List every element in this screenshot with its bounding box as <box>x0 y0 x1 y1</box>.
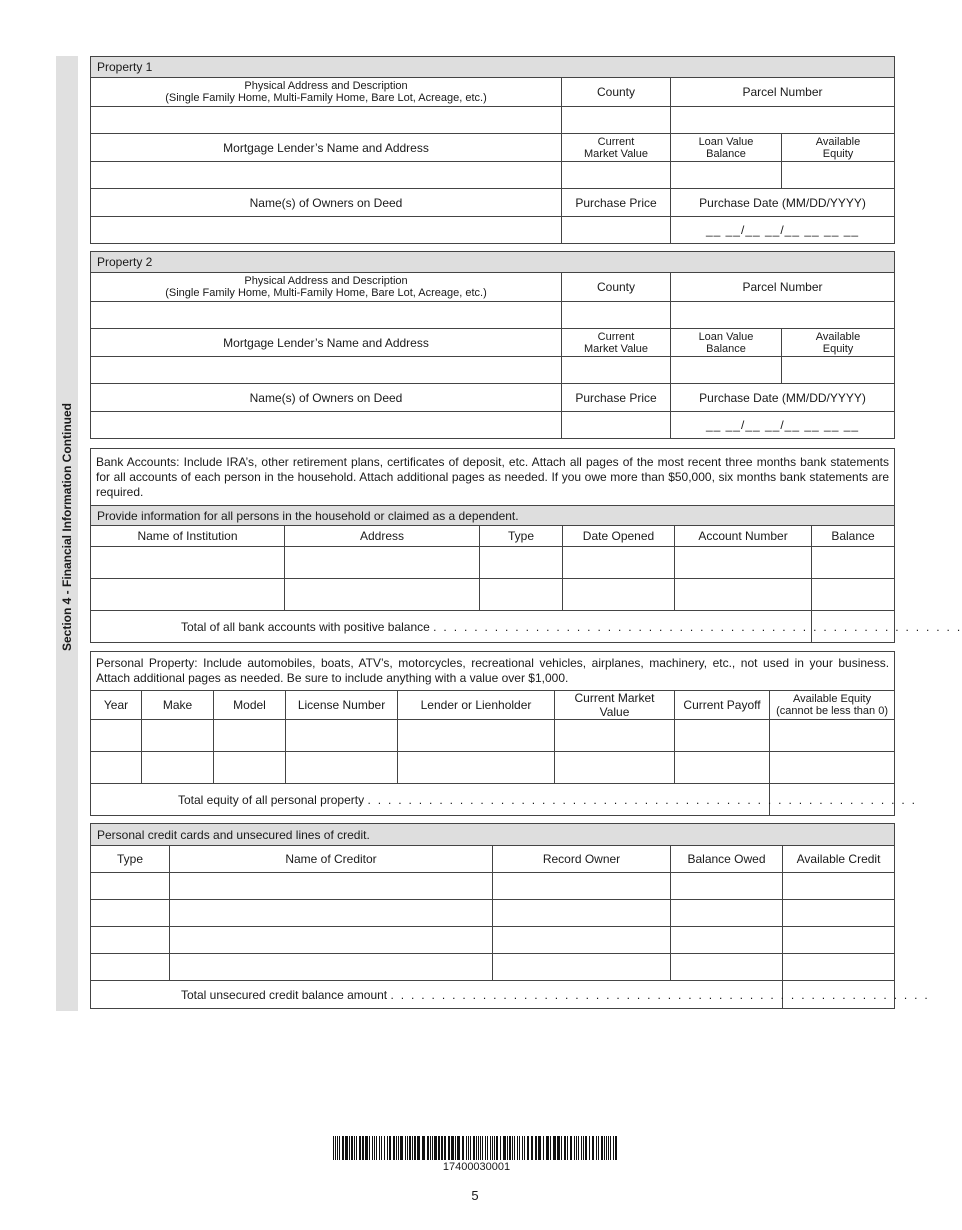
credit-type-field[interactable] <box>91 954 170 981</box>
bank-institution-field[interactable] <box>91 547 285 579</box>
property-1-lender-header: Mortgage Lender’s Name and Address <box>91 134 562 162</box>
barcode-bar <box>354 1136 355 1160</box>
bank-accounts-subheader: Provide information for all persons in the household or claimed as a dependent. <box>91 506 895 526</box>
barcode-bar <box>389 1136 391 1160</box>
barcode-bar <box>356 1136 357 1160</box>
barcode-bar <box>615 1136 617 1160</box>
pp-row <box>91 752 895 784</box>
property-1-parcel-header: Parcel Number <box>671 78 895 107</box>
page-number: 5 <box>471 1188 479 1203</box>
credit-creditor-field[interactable] <box>170 873 493 900</box>
barcode-bar <box>434 1136 437 1160</box>
barcode-bar <box>507 1136 508 1160</box>
barcode-bar <box>362 1136 364 1160</box>
property-2-equity-header: Available Equity <box>782 329 895 357</box>
pp-col-year: Year <box>91 691 142 720</box>
barcode-bar <box>610 1136 611 1160</box>
barcode-bar <box>512 1136 513 1160</box>
bank-total-label: Total of all bank accounts with positive balance . . . . . . . . . . . . . . . . . . . . . . . . . . . . . . . . . . . . . . . . . . . . . . . . . . . . <box>91 611 812 643</box>
barcode-bar <box>466 1136 467 1160</box>
barcode-bar <box>538 1136 541 1160</box>
section-label: Section 4 - Financial Information Continued <box>60 402 74 652</box>
barcode-bar <box>613 1136 614 1160</box>
bank-date-field[interactable] <box>563 579 675 611</box>
pp-license-field[interactable] <box>286 752 398 784</box>
bank-col-date-opened: Date Opened <box>563 526 675 547</box>
credit-owner-field[interactable] <box>493 873 671 900</box>
bank-address-field[interactable] <box>285 579 480 611</box>
barcode-bar <box>342 1136 344 1160</box>
property-1-lender-field[interactable] <box>91 162 562 189</box>
property-2-table <box>90 251 895 439</box>
barcode-bar <box>564 1136 566 1160</box>
barcode-bar <box>422 1136 425 1160</box>
barcode-bar <box>405 1136 406 1160</box>
bank-balance-field[interactable] <box>812 579 895 611</box>
pp-model-field[interactable] <box>214 720 286 752</box>
barcode-bar <box>583 1136 584 1160</box>
property-1-owners-field[interactable] <box>91 217 562 244</box>
property-2-title: Property 2 <box>91 252 895 273</box>
bank-col-balance: Balance <box>812 526 895 547</box>
property-2-purchase-price-field[interactable] <box>562 412 671 439</box>
property-1-county-field[interactable] <box>562 107 671 134</box>
barcode-bar <box>606 1136 607 1160</box>
pp-col-license: License Number <box>286 691 398 720</box>
property-2-owners-header: Name(s) of Owners on Deed <box>91 384 562 412</box>
pp-license-field[interactable] <box>286 720 398 752</box>
credit-available-field[interactable] <box>783 873 895 900</box>
barcode-bar <box>427 1136 429 1160</box>
property-2-county-header: County <box>562 273 671 302</box>
barcode-bar <box>345 1136 348 1160</box>
pp-col-payoff: Current Payoff <box>675 691 770 720</box>
barcode-bar <box>349 1136 350 1160</box>
credit-col-type: Type <box>91 846 170 873</box>
barcode-bar <box>522 1136 523 1160</box>
property-2-purchase-date-field[interactable]: __ __/__ __/__ __ __ __ <box>671 412 895 439</box>
property-1-purchase-date-header: Purchase Date (MM/DD/YYYY) <box>671 189 895 217</box>
pp-col-equity: Available Equity (cannot be less than 0) <box>770 691 895 720</box>
bank-accounts-table <box>90 448 962 643</box>
barcode-bar <box>567 1136 568 1160</box>
property-1-title: Property 1 <box>91 57 895 78</box>
barcode-bar <box>509 1136 511 1160</box>
credit-row <box>91 900 895 927</box>
property-1-county-header: County <box>562 78 671 107</box>
property-1-address-header: Physical Address and Description (Single Family Home, Multi-Family Home, Bare Lot, Acreage, etc.) <box>91 78 562 107</box>
barcode-bar <box>412 1136 413 1160</box>
bank-institution-field[interactable] <box>91 579 285 611</box>
barcode-bar <box>524 1136 525 1160</box>
credit-type-field[interactable] <box>91 873 170 900</box>
property-1-table <box>90 56 895 244</box>
property-2-equity-field[interactable] <box>782 357 895 384</box>
barcode-bar <box>414 1136 416 1160</box>
property-1-market-value-field[interactable] <box>562 162 671 189</box>
barcode-bar <box>592 1136 594 1160</box>
credit-balance-field[interactable] <box>671 927 783 954</box>
barcode-bar <box>473 1136 475 1160</box>
bank-accounts-description: Bank Accounts: Include IRA’s, other retirement plans, certificates of deposit, etc. Attach all pages of the most recent three months bank statements for all accounts of each person in the household. Attach additional pages as needed. If you owe more than $50,000, six months bank statements are required. <box>91 449 895 506</box>
barcode-bar <box>550 1136 551 1160</box>
property-2-market-value-header: Current Market Value <box>562 329 671 357</box>
property-1-purchase-date-field[interactable]: __ __/__ __/__ __ __ __ <box>671 217 895 244</box>
barcode-bar <box>372 1136 373 1160</box>
property-2-lender-header: Mortgage Lender’s Name and Address <box>91 329 562 357</box>
bank-type-field[interactable] <box>480 579 563 611</box>
credit-col-creditor: Name of Creditor <box>170 846 493 873</box>
barcode-bar <box>543 1136 544 1160</box>
pp-lender-field[interactable] <box>398 720 555 752</box>
barcode-bar <box>451 1136 454 1160</box>
personal-property-description: Personal Property: Include automobiles, boats, ATV’s, motorcycles, recreational vehicles, airplanes, machinery, etc., not used in your business. Attach additional pages as needed. Be sure to include anything with a value over $1,000. <box>91 652 895 691</box>
barcode-bar <box>574 1136 575 1160</box>
barcode-bar <box>470 1136 471 1160</box>
pp-payoff-field[interactable] <box>675 752 770 784</box>
credit-row <box>91 954 895 981</box>
credit-type-field[interactable] <box>91 927 170 954</box>
credit-col-balance: Balance Owed <box>671 846 783 873</box>
credit-balance-field[interactable] <box>671 873 783 900</box>
barcode-bar <box>444 1136 446 1160</box>
barcode-number: 17400030001 <box>442 1161 511 1173</box>
credit-row <box>91 873 895 900</box>
barcode-bar <box>480 1136 481 1160</box>
barcode-bar <box>604 1136 605 1160</box>
bank-date-field[interactable] <box>563 547 675 579</box>
barcode-bar <box>503 1136 506 1160</box>
barcode-bar <box>576 1136 577 1160</box>
pp-col-model: Model <box>214 691 286 720</box>
barcode-bar <box>398 1136 399 1160</box>
barcode-bar <box>487 1136 488 1160</box>
barcode <box>333 1136 620 1160</box>
barcode-bar <box>409 1136 411 1160</box>
barcode-bar <box>438 1136 440 1160</box>
property-2-purchase-date-header: Purchase Date (MM/DD/YYYY) <box>671 384 895 412</box>
barcode-bar <box>517 1136 518 1160</box>
property-1-loan-balance-field[interactable] <box>671 162 782 189</box>
credit-col-available: Available Credit <box>783 846 895 873</box>
pp-equity-field[interactable] <box>770 752 895 784</box>
bank-balance-field[interactable] <box>812 547 895 579</box>
pp-year-field[interactable] <box>91 720 142 752</box>
barcode-bar <box>462 1136 464 1160</box>
property-1-owners-header: Name(s) of Owners on Deed <box>91 189 562 217</box>
barcode-bar <box>455 1136 456 1160</box>
barcode-bar <box>448 1136 450 1160</box>
barcode-bar <box>531 1136 533 1160</box>
barcode-bar <box>379 1136 380 1160</box>
property-1-purchase-price-field[interactable] <box>562 217 671 244</box>
pp-col-lender: Lender or Lienholder <box>398 691 555 720</box>
barcode-bar <box>417 1136 420 1160</box>
credit-balance-field[interactable] <box>671 900 783 927</box>
pp-payoff-field[interactable] <box>675 720 770 752</box>
barcode-bar <box>468 1136 469 1160</box>
barcode-bar <box>492 1136 493 1160</box>
barcode-bar <box>485 1136 486 1160</box>
barcode-bar <box>457 1136 460 1160</box>
property-2-loan-balance-field[interactable] <box>671 357 782 384</box>
barcode-bar <box>365 1136 368 1160</box>
barcode-bar <box>333 1136 334 1160</box>
property-1-equity-field[interactable] <box>782 162 895 189</box>
pp-make-field[interactable] <box>142 720 214 752</box>
pp-make-field[interactable] <box>142 752 214 784</box>
barcode-bar <box>432 1136 433 1160</box>
pp-equity-field[interactable] <box>770 720 895 752</box>
credit-row <box>91 927 895 954</box>
property-2-parcel-header: Parcel Number <box>671 273 895 302</box>
barcode-bar <box>500 1136 501 1160</box>
barcode-bar <box>407 1136 408 1160</box>
property-2-address-header: Physical Address and Description (Single Family Home, Multi-Family Home, Bare Lot, Acreage, etc.) <box>91 273 562 302</box>
barcode-bar <box>393 1136 395 1160</box>
barcode-bar <box>578 1136 579 1160</box>
barcode-bar <box>351 1136 353 1160</box>
property-1-equity-header: Available Equity <box>782 134 895 162</box>
bank-row <box>91 579 895 611</box>
credit-owner-field[interactable] <box>493 900 671 927</box>
barcode-bar <box>570 1136 572 1160</box>
barcode-bar <box>339 1136 340 1160</box>
barcode-bar <box>514 1136 515 1160</box>
property-2-parcel-field[interactable] <box>671 302 895 329</box>
barcode-bar <box>384 1136 385 1160</box>
credit-total-label: Total unsecured credit balance amount . . . . . . . . . . . . . . . . . . . . . . . . . . . . . . . . . . . . . . . . . . . . . . . . . . . . . <box>91 981 783 1009</box>
property-2-purchase-price-header: Purchase Price <box>562 384 671 412</box>
bank-col-account-number: Account Number <box>675 526 812 547</box>
barcode-bar <box>598 1136 599 1160</box>
credit-title: Personal credit cards and unsecured lines of credit. <box>91 824 895 846</box>
credit-table <box>90 823 930 1009</box>
barcode-bar <box>546 1136 549 1160</box>
credit-available-field[interactable] <box>783 954 895 981</box>
barcode-bar <box>335 1136 336 1160</box>
pp-lender-field[interactable] <box>398 752 555 784</box>
barcode-bar <box>581 1136 582 1160</box>
barcode-bar <box>494 1136 495 1160</box>
barcode-bar <box>557 1136 560 1160</box>
pp-market-field[interactable] <box>555 720 675 752</box>
pp-col-make: Make <box>142 691 214 720</box>
property-2-county-field[interactable] <box>562 302 671 329</box>
barcode-bar <box>430 1136 431 1160</box>
credit-owner-field[interactable] <box>493 927 671 954</box>
personal-property-table <box>90 651 917 816</box>
pp-market-field[interactable] <box>555 752 675 784</box>
barcode-bar <box>387 1136 388 1160</box>
pp-model-field[interactable] <box>214 752 286 784</box>
bank-row <box>91 547 895 579</box>
barcode-bar <box>441 1136 443 1160</box>
pp-year-field[interactable] <box>91 752 142 784</box>
credit-type-field[interactable] <box>91 900 170 927</box>
barcode-bar <box>374 1136 375 1160</box>
bank-col-institution: Name of Institution <box>91 526 285 547</box>
barcode-bar <box>381 1136 382 1160</box>
credit-creditor-field[interactable] <box>170 954 493 981</box>
pp-row <box>91 720 895 752</box>
barcode-bar <box>369 1136 370 1160</box>
credit-balance-field[interactable] <box>671 954 783 981</box>
bank-address-field[interactable] <box>285 547 480 579</box>
credit-available-field[interactable] <box>783 927 895 954</box>
pp-total-label: Total equity of all personal property . . . . . . . . . . . . . . . . . . . . . . . . . . . . . . . . . . . . . . . . . . . . . . . . . . . . . . <box>91 784 770 816</box>
barcode-bar <box>490 1136 491 1160</box>
credit-available-field[interactable] <box>783 900 895 927</box>
property-1-parcel-field[interactable] <box>671 107 895 134</box>
barcode-bar <box>376 1136 377 1160</box>
barcode-bar <box>400 1136 403 1160</box>
credit-creditor-field[interactable] <box>170 900 493 927</box>
barcode-bar <box>478 1136 479 1160</box>
barcode-bar <box>476 1136 477 1160</box>
credit-owner-field[interactable] <box>493 954 671 981</box>
barcode-bar <box>608 1136 609 1160</box>
bank-col-type: Type <box>480 526 563 547</box>
property-2-loan-balance-header: Loan Value Balance <box>671 329 782 357</box>
barcode-bar <box>561 1136 562 1160</box>
barcode-bar <box>482 1136 483 1160</box>
property-1-address-field[interactable] <box>91 107 562 134</box>
bank-type-field[interactable] <box>480 547 563 579</box>
bank-account-field[interactable] <box>675 547 812 579</box>
barcode-bar <box>553 1136 556 1160</box>
barcode-bar <box>535 1136 537 1160</box>
property-2-owners-field[interactable] <box>91 412 562 439</box>
barcode-bar <box>359 1136 361 1160</box>
bank-col-address: Address <box>285 526 480 547</box>
property-2-lender-field[interactable] <box>91 357 562 384</box>
credit-col-owner: Record Owner <box>493 846 671 873</box>
barcode-bar <box>527 1136 529 1160</box>
property-2-market-value-field[interactable] <box>562 357 671 384</box>
barcode-bar <box>496 1136 498 1160</box>
barcode-bar <box>337 1136 338 1160</box>
property-2-address-field[interactable] <box>91 302 562 329</box>
property-1-market-value-header: Current Market Value <box>562 134 671 162</box>
barcode-bar <box>396 1136 397 1160</box>
barcode-bar <box>585 1136 587 1160</box>
pp-col-market-value: Current Market Value <box>555 691 675 720</box>
property-1-loan-balance-header: Loan Value Balance <box>671 134 782 162</box>
credit-creditor-field[interactable] <box>170 927 493 954</box>
property-1-purchase-price-header: Purchase Price <box>562 189 671 217</box>
barcode-bar <box>519 1136 520 1160</box>
bank-account-field[interactable] <box>675 579 812 611</box>
barcode-bar <box>601 1136 603 1160</box>
barcode-bar <box>589 1136 590 1160</box>
barcode-bar <box>596 1136 597 1160</box>
